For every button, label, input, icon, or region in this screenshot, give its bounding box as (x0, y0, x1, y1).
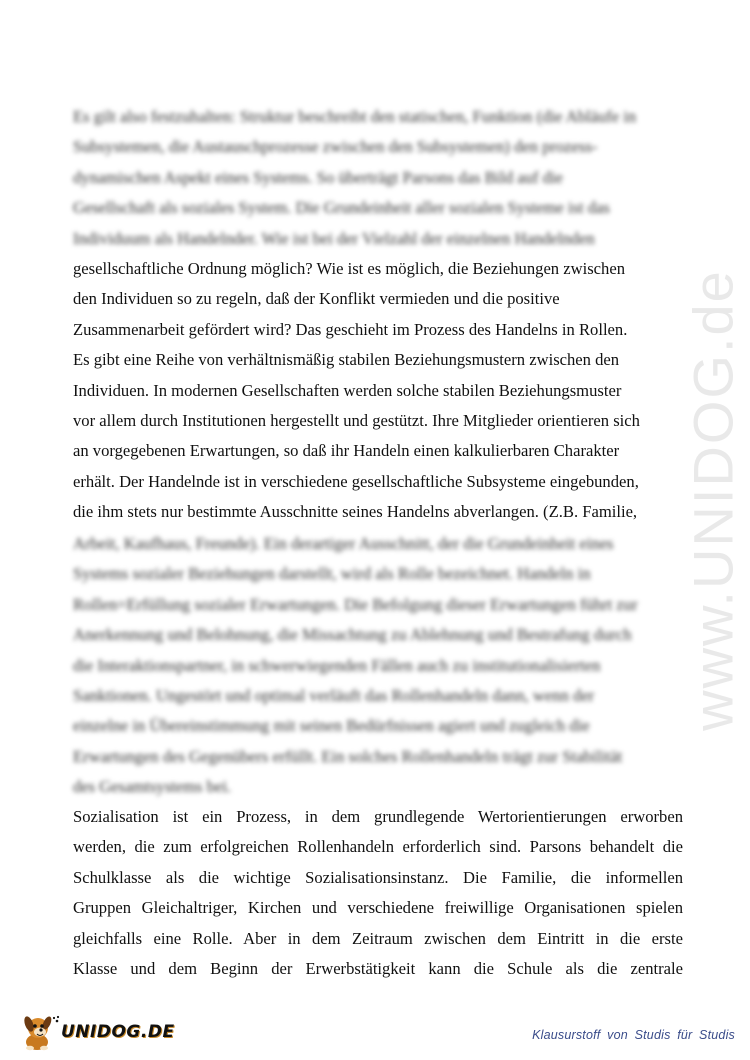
text-line: die ihm stets nur bestimmte Ausschnitte seines Handelns abverlangen. (Z.B. Familie, (73, 502, 638, 522)
text-line: erhält. Der Handelnde ist in verschiedene gesellschaftliche Subsysteme eingebunden, (73, 471, 639, 491)
text-line: Sanktionen. Ungestört und optimal verläuft das Rollenhandeln dann, wenn der (73, 686, 595, 706)
text-line: gesellschaftliche Ordnung möglich? Wie ist es möglich, die Beziehungen zwischen (73, 259, 625, 278)
paragraph-sozialisation (73, 802, 683, 984)
unidog-logo (20, 1012, 175, 1052)
text-line: Erwartungen des Gegenübers erfüllt. Ein solches Rollenhandeln trägt zur Stabilität (73, 746, 623, 766)
text-line: Sozialisation ist ein Prozess, in dem grundlegende Wertorientierungen erworben (73, 807, 683, 826)
text-line: Schulklasse als die wichtige Sozialisationsinstanz. Die Familie, die informellen (73, 867, 683, 887)
text-line: Rollen=Erfüllung sozialer Erwartungen. Die Befolgung dieser Erwartungen führt zur (73, 594, 638, 614)
text-line: Systems sozialer Beziehungen darstellt, wird als Rolle bezeichnet. Handeln in (73, 564, 591, 584)
text-line: Es gilt also festzuhalten: Struktur beschreibt den statischen, Funktion (die Abläufe in (73, 107, 637, 126)
text-line: vor allem durch Institutionen hergestellt und gestützt. Ihre Mitglieder orientieren sich (73, 411, 640, 431)
logo-text: UNIDOG.DE (61, 1022, 175, 1042)
text-line: Individuum als Handelnder. Wie ist bei der Vielzahl der einzelnen Handelnden (73, 228, 595, 248)
paragraph-visible-middle (73, 254, 683, 528)
blurred-paragraph-bottom (73, 529, 683, 803)
text-line: werden, die zum erfolgreichen Rollenhandeln erforderlich sind. Parsons behandelt die (73, 837, 683, 857)
text-line: an vorgegebenen Erwartungen, so daß ihr Handeln einen kalkulierbaren Charakter (73, 441, 620, 461)
text-line: einzelne in Übereinstimmung mit seinen Bedürfnissen agiert und zugleich die (73, 716, 590, 736)
text-line: Zusammenarbeit gefördert wird? Das geschieht im Prozess des Handelns in Rollen. (73, 319, 628, 339)
text-line: Anerkennung und Belohnung, die Missachtung zu Ablehnung und Bestrafung durch (73, 625, 632, 645)
text-line: Es gibt eine Reihe von verhältnismäßig stabilen Beziehungsmustern zwischen den (73, 350, 620, 370)
text-line: dynamischen Aspekt eines Systems. So überträgt Parsons das Bild auf die (73, 167, 563, 187)
text-line: die Interaktionspartner, in schwerwiegenden Fällen auch zu institutionalisierten (73, 655, 601, 675)
text-line: Arbeit, Kaufhaus, Freunde). Ein derartiger Ausschnitt, der die Grundeinheit eines (73, 534, 614, 553)
text-line: Gruppen Gleichaltriger, Kirchen und verschiedene freiwillige Organisationen spielen (73, 898, 683, 918)
text-line: Individuen. In modernen Gesellschaften werden solche stabilen Beziehungsmuster (73, 380, 622, 400)
text-line: Gesellschaft als soziales System. Die Grundeinheit aller sozialen Systeme ist das (73, 198, 610, 218)
dog-mascot-icon (20, 1012, 60, 1052)
blurred-paragraph-top (73, 102, 683, 254)
text-line: den Individuen so zu regeln, daß der Konflikt vermieden und die positive (73, 289, 560, 309)
text-line: des Gesamtsystems bei. (73, 777, 232, 797)
footer-tagline: Klausurstoff von Studis für Studis (532, 1028, 735, 1042)
text-line: gleichfalls eine Rolle. Aber in dem Zeitraum zwischen dem Eintritt in die erste (73, 928, 683, 948)
text-line: Klasse und dem Beginn der Erwerbstätigkeit kann die Schule als die zentrale (73, 958, 683, 978)
watermark: www.UNIDOG.de (681, 269, 745, 731)
text-line: Subsystemen, die Austauschprozesse zwischen den Subsystemen) den prozess- (73, 137, 598, 157)
